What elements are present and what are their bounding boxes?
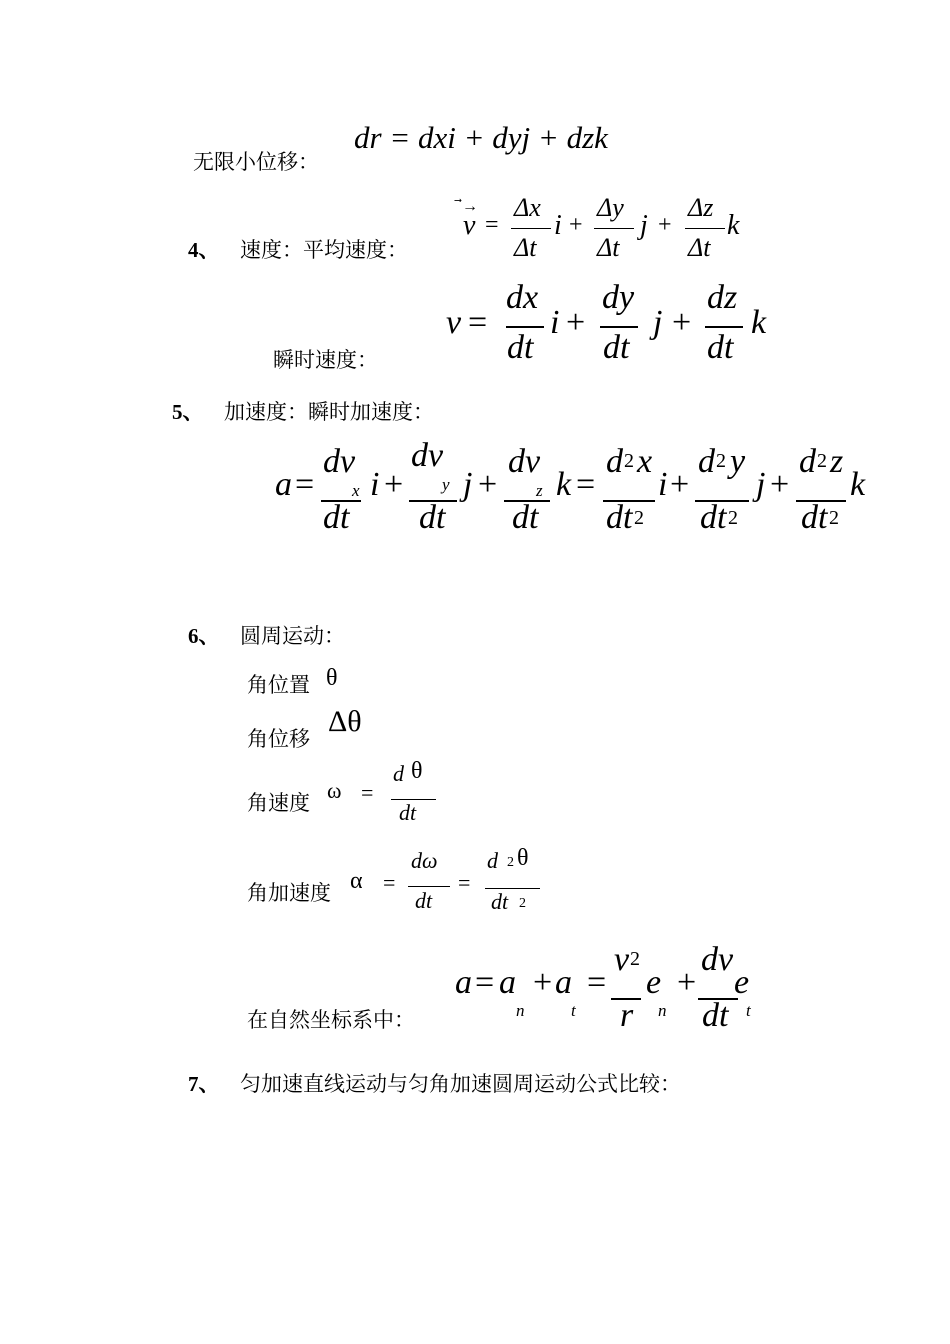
frac-den: dt <box>507 329 534 366</box>
fraction-bar <box>685 228 725 229</box>
equals: = <box>485 212 499 238</box>
superscript: 2 <box>507 855 514 870</box>
label-angular-velocity: 角速度 <box>247 791 310 815</box>
frac-den: dt <box>700 499 727 536</box>
frac-den: dt <box>419 499 446 536</box>
unit-k: k <box>727 210 740 241</box>
section-number-5: 5、 <box>172 400 204 424</box>
frac-num: dy <box>602 279 635 316</box>
subscript: x <box>352 481 360 500</box>
subscript: y <box>442 475 450 494</box>
a-n: a <box>499 964 516 1001</box>
frac-num: dz <box>707 279 738 316</box>
fraction-bar <box>408 886 450 887</box>
superscript: 2 <box>817 450 827 472</box>
frac-den: dt <box>702 997 729 1034</box>
unit-i: i <box>554 210 562 241</box>
frac-den: dt <box>415 888 433 913</box>
fraction-bar <box>511 228 551 229</box>
fraction-bar <box>506 326 544 328</box>
unit-i: i <box>550 304 560 341</box>
plus: + <box>566 304 586 341</box>
unit-k: k <box>556 466 572 503</box>
frac-den: Δt <box>688 233 711 262</box>
subscript-t: t <box>746 1001 751 1020</box>
frac-den: dt <box>801 499 828 536</box>
equals: = <box>587 964 607 1001</box>
fraction-bar <box>705 326 743 328</box>
label-natural-coordinates: 在自然坐标系中： <box>247 1008 415 1032</box>
frac-num: dv <box>323 443 356 480</box>
equals: = <box>468 304 488 341</box>
frac-den-r: r <box>620 997 634 1034</box>
a-t: a <box>555 964 572 1001</box>
e-t: e <box>734 964 750 1001</box>
plus: + <box>670 466 690 503</box>
frac-num: Δx <box>514 193 541 222</box>
fraction-bar <box>594 228 634 229</box>
frac-num-var: x <box>637 443 653 480</box>
frac-num: Δy <box>597 193 624 222</box>
delta-theta-symbol: Δθ <box>328 705 362 738</box>
superscript: 2 <box>716 450 726 472</box>
equals: = <box>576 466 596 503</box>
superscript: 2 <box>829 507 839 529</box>
frac-num: d <box>799 443 816 480</box>
label-angular-displacement: 角位移 <box>247 727 310 751</box>
formula-dr: dr = dxi + dyj + dzk <box>354 120 608 155</box>
theta-symbol: θ <box>326 665 338 691</box>
frac-den: Δt <box>514 233 537 262</box>
frac-den: dt <box>512 499 539 536</box>
unit-k: k <box>751 304 767 341</box>
frac-num: dv <box>411 437 444 474</box>
frac-num: dx <box>506 279 539 316</box>
unit-j: j <box>463 466 473 503</box>
frac-num-theta: θ <box>411 758 423 784</box>
subscript: z <box>536 481 543 500</box>
superscript: 2 <box>519 896 526 911</box>
plus: + <box>569 212 583 238</box>
omega-symbol: ω <box>327 778 342 803</box>
label-infinitesimal-displacement: 无限小位移： <box>193 150 319 174</box>
frac-num-theta: θ <box>517 845 529 871</box>
plus: + <box>478 466 498 503</box>
plus: + <box>770 466 790 503</box>
lhs-v: v <box>446 304 462 341</box>
lhs-a: a <box>455 964 472 1001</box>
vector-v: v <box>463 210 476 241</box>
frac-den: Δt <box>597 233 620 262</box>
vector-arrow: ⃗→ <box>462 198 478 215</box>
plus: + <box>533 964 553 1001</box>
label-instant-velocity: 瞬时速度： <box>273 348 378 372</box>
equals: = <box>361 780 374 805</box>
frac-den: dt <box>323 499 350 536</box>
plus: + <box>677 964 697 1001</box>
label-circular-motion: 圆周运动： <box>240 624 345 648</box>
equals: = <box>475 964 495 1001</box>
subscript-t: t <box>571 1001 576 1020</box>
frac-num: Δz <box>688 193 714 222</box>
frac-den: dt <box>707 329 734 366</box>
frac-num-var: y <box>730 443 746 480</box>
frac-num: dv <box>701 941 734 978</box>
equals: = <box>383 870 396 895</box>
frac-num: dv <box>508 443 541 480</box>
unit-i: i <box>370 466 380 503</box>
unit-k: k <box>850 466 866 503</box>
fraction-bar <box>600 326 638 328</box>
frac-num-d: d <box>487 848 498 873</box>
lhs-a: a <box>275 466 292 503</box>
alpha-symbol: α <box>350 868 363 894</box>
section-number-6: 6、 <box>188 624 220 648</box>
equals: = <box>458 870 471 895</box>
plus: + <box>384 466 404 503</box>
plus: + <box>658 212 672 238</box>
unit-i: i <box>658 466 668 503</box>
section-number-4: 4、 <box>188 238 220 262</box>
label-comparison: 匀加速直线运动与匀角加速圆周运动公式比较： <box>240 1072 681 1096</box>
label-angular-acceleration: 角加速度 <box>247 881 331 905</box>
unit-j: j <box>756 466 766 503</box>
unit-j: j <box>653 304 663 341</box>
frac-num: dω <box>411 848 438 873</box>
unit-j: j <box>640 210 648 241</box>
frac-num-d: d <box>393 761 404 786</box>
frac-num-v: v <box>614 941 630 978</box>
equals: = <box>295 466 315 503</box>
superscript: 2 <box>728 507 738 529</box>
section-number-7: 7、 <box>188 1072 220 1096</box>
plus: + <box>672 304 692 341</box>
frac-den: dt <box>603 329 630 366</box>
frac-num-var: z <box>830 443 844 480</box>
subscript-n: n <box>516 1001 525 1020</box>
label-acceleration: 加速度：瞬时加速度： <box>224 400 434 424</box>
frac-num: d <box>698 443 715 480</box>
superscript: 2 <box>634 507 644 529</box>
frac-den: dt <box>491 889 509 914</box>
label-velocity-average: 速度：平均速度： <box>240 238 408 262</box>
superscript: 2 <box>624 450 634 472</box>
e-n: e <box>646 964 662 1001</box>
frac-num: d <box>606 443 623 480</box>
superscript: 2 <box>630 948 640 970</box>
frac-den: dt <box>399 800 417 825</box>
label-angular-position: 角位置 <box>247 673 310 697</box>
subscript-n: n <box>658 1001 667 1020</box>
frac-den: dt <box>606 499 633 536</box>
